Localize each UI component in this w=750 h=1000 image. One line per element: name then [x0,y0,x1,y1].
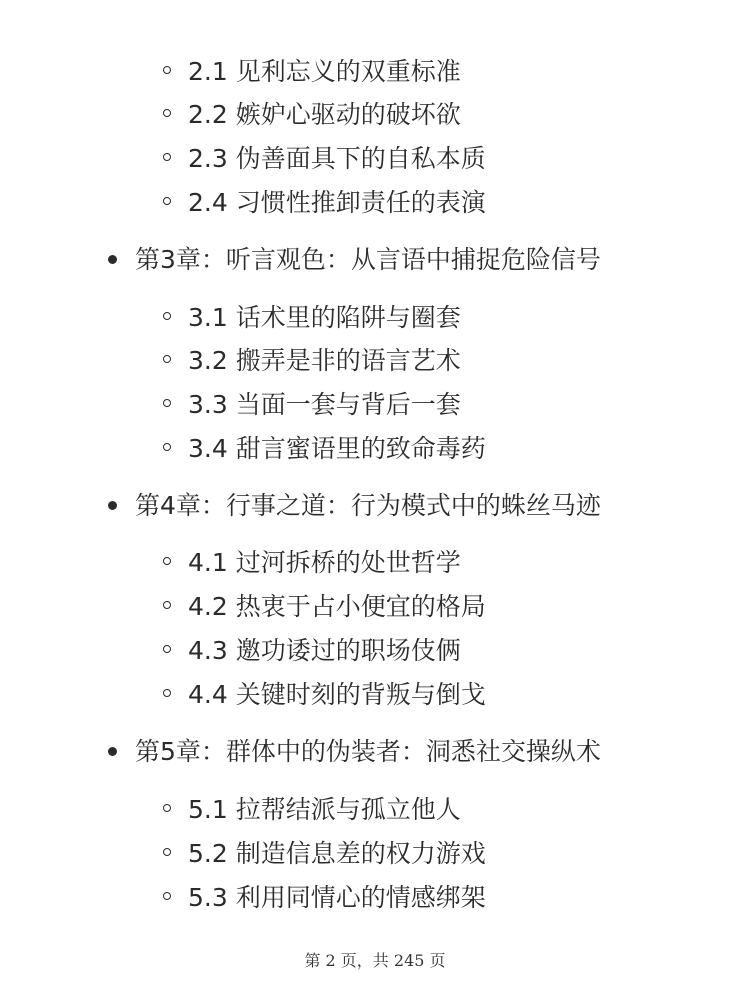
circle-bullet-icon [163,557,171,565]
toc-item-label: 3.1 话术里的陷阱与圈套 [188,303,461,332]
circle-bullet-icon [163,848,171,856]
toc-item-label: 4.1 过河拆桥的处世哲学 [188,548,461,577]
circle-bullet-icon [163,355,171,363]
toc-item-label: 2.4 习惯性推卸责任的表演 [188,188,486,217]
toc-item-label: 3.2 搬弄是非的语言艺术 [188,346,461,375]
circle-bullet-icon [163,601,171,609]
circle-bullet-icon [163,804,171,812]
circle-bullet-icon [163,66,171,74]
toc-item-label: 2.3 伪善面具下的自私本质 [188,144,486,173]
toc-item-label: 5.2 制造信息差的权力游戏 [188,839,486,868]
toc-item-label: 5.3 利用同情心的情感绑架 [188,883,486,912]
toc-item-label: 4.3 邀功诿过的职场伎俩 [188,636,461,665]
circle-bullet-icon [163,443,171,451]
disc-bullet-icon [108,747,117,756]
circle-bullet-icon [163,109,171,117]
page-number-footer: 第 2 页，共 245 页 [304,951,446,970]
circle-bullet-icon [163,153,171,161]
circle-bullet-icon [163,197,171,205]
circle-bullet-icon [163,312,171,320]
toc-item-label: 2.2 嫉妒心驱动的破坏欲 [188,100,461,129]
toc-chapter-label: 第4章：行事之道：行为模式中的蛛丝马迹 [135,491,601,520]
toc-chapter-label: 第3章：听言观色：从言语中捕捉危险信号 [135,245,601,274]
toc-item-label: 5.1 拉帮结派与孤立他人 [188,795,461,824]
toc-item-label: 3.3 当面一套与背后一套 [188,390,461,419]
toc-item-label: 2.1 见利忘义的双重标准 [188,57,461,86]
toc-chapter-label: 第5章：群体中的伪装者：洞悉社交操纵术 [135,737,601,766]
toc-item-label: 3.4 甜言蜜语里的致命毒药 [188,434,486,463]
disc-bullet-icon [108,255,117,264]
toc-item-label: 4.2 热衷于占小便宜的格局 [188,592,486,621]
circle-bullet-icon [163,689,171,697]
circle-bullet-icon [163,645,171,653]
circle-bullet-icon [163,892,171,900]
toc-item-label: 4.4 关键时刻的背叛与倒戈 [188,680,486,709]
circle-bullet-icon [163,399,171,407]
disc-bullet-icon [108,501,117,510]
